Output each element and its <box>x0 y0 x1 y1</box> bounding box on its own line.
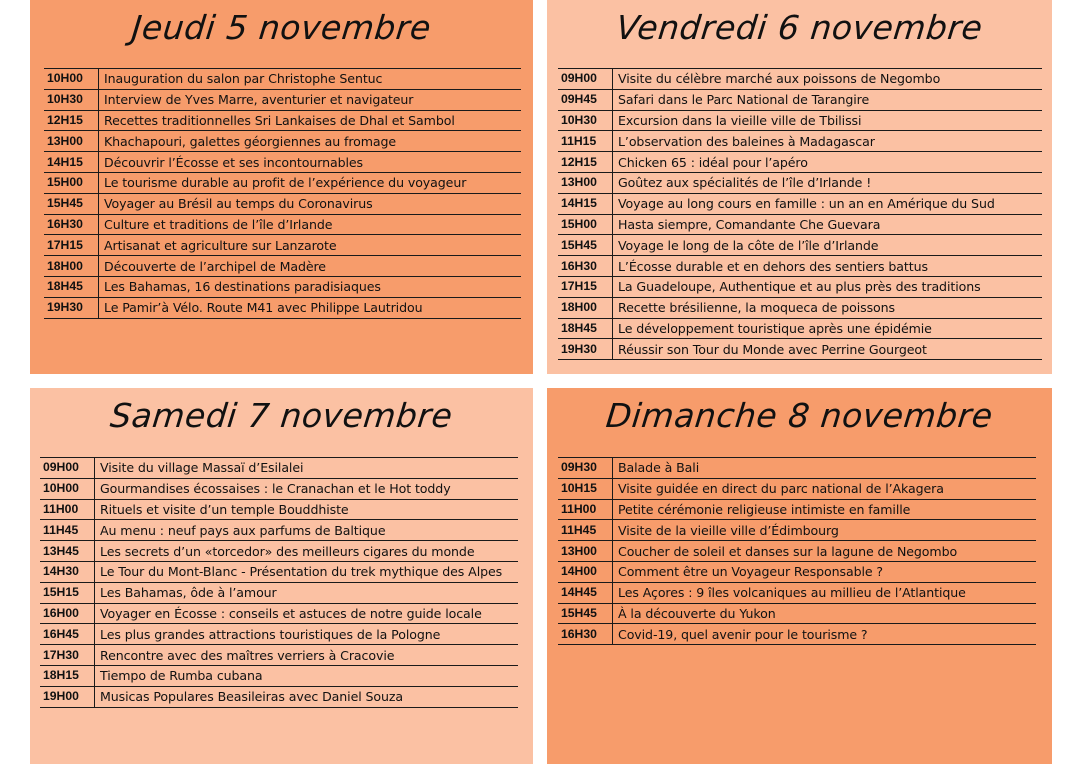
schedule-row <box>558 131 1042 152</box>
event-title: Artisanat et agriculture sur Lanzarote <box>99 235 522 256</box>
event-time: 10H00 <box>44 69 99 90</box>
schedule-row <box>40 645 518 666</box>
schedule-row <box>558 499 1036 520</box>
event-time: 14H45 <box>558 582 613 603</box>
event-time: 15H15 <box>40 582 95 603</box>
schedule-row <box>558 193 1042 214</box>
schedule-table <box>44 68 521 319</box>
schedule-row <box>558 89 1042 110</box>
event-title: Voyage au long cours en famille : un an en Amérique du Sud <box>613 193 1043 214</box>
event-title: Excursion dans la vieille ville de Tbilissi <box>613 110 1043 131</box>
event-title: Balade à Bali <box>613 458 1037 479</box>
schedule-row <box>40 478 518 499</box>
event-time: 16H30 <box>558 256 613 277</box>
event-title: Voyager en Écosse : conseils et astuces de notre guide locale <box>95 603 519 624</box>
schedule-table <box>558 68 1042 360</box>
event-title: Recettes traditionnelles Sri Lankaises de Dhal et Sambol <box>99 110 522 131</box>
event-time: 14H00 <box>558 561 613 582</box>
event-title: Visite du village Massaï d’Esilalei <box>95 458 519 479</box>
event-title: Découvrir l’Écosse et ses incontournables <box>99 152 522 173</box>
event-time: 10H30 <box>44 89 99 110</box>
schedule-table <box>40 457 518 708</box>
event-time: 16H30 <box>44 214 99 235</box>
schedule-row <box>558 256 1042 277</box>
event-time: 19H30 <box>558 339 613 360</box>
day-panel-jeudi <box>30 0 533 374</box>
schedule-row <box>558 276 1042 297</box>
schedule-row <box>44 69 521 90</box>
event-time: 10H15 <box>558 478 613 499</box>
event-title: Interview de Yves Marre, aventurier et navigateur <box>99 89 522 110</box>
schedule-row <box>40 520 518 541</box>
event-time: 13H00 <box>558 541 613 562</box>
schedule-row <box>40 458 518 479</box>
schedule-row <box>558 235 1042 256</box>
event-title: Culture et traditions de l’île d’Irlande <box>99 214 522 235</box>
schedule-row <box>40 582 518 603</box>
schedule-row <box>40 665 518 686</box>
event-title: L’observation des baleines à Madagascar <box>613 131 1043 152</box>
event-title: À la découverte du Yukon <box>613 603 1037 624</box>
schedule-row <box>40 603 518 624</box>
event-time: 15H00 <box>44 172 99 193</box>
event-title: Hasta siempre, Comandante Che Guevara <box>613 214 1043 235</box>
event-time: 09H00 <box>40 458 95 479</box>
day-title: Vendredi 6 novembre <box>614 8 985 47</box>
event-title: Recette brésilienne, la moqueca de poissons <box>613 297 1043 318</box>
event-time: 12H15 <box>44 110 99 131</box>
event-title: Visite de la vieille ville d’Édimbourg <box>613 520 1037 541</box>
schedule-row <box>558 478 1036 499</box>
event-title: Les Açores : 9 îles volcaniques au millieu de l’Atlantique <box>613 582 1037 603</box>
event-title: Khachapouri, galettes géorgiennes au fromage <box>99 131 522 152</box>
event-time: 14H30 <box>40 561 95 582</box>
event-time: 13H45 <box>40 541 95 562</box>
event-time: 17H15 <box>558 276 613 297</box>
event-title: Tiempo de Rumba cubana <box>95 665 519 686</box>
event-title: Le Tour du Mont-Blanc - Présentation du trek mythique des Alpes <box>95 561 519 582</box>
schedule-row <box>44 131 521 152</box>
event-time: 10H00 <box>40 478 95 499</box>
day-title: Samedi 7 novembre <box>108 396 455 435</box>
event-time: 18H45 <box>558 318 613 339</box>
event-time: 16H30 <box>558 624 613 645</box>
schedule-row <box>44 256 521 277</box>
event-title: Gourmandises écossaises : le Cranachan et le Hot toddy <box>95 478 519 499</box>
event-time: 17H15 <box>44 235 99 256</box>
event-title: Petite cérémonie religieuse intimiste en famille <box>613 499 1037 520</box>
event-time: 18H45 <box>44 276 99 297</box>
day-panel-vendredi <box>547 0 1052 374</box>
schedule-row <box>44 235 521 256</box>
event-time: 15H45 <box>558 603 613 624</box>
schedule-row <box>558 624 1036 645</box>
schedule-row <box>40 499 518 520</box>
event-title: Visite guidée en direct du parc national de l’Akagera <box>613 478 1037 499</box>
event-title: Visite du célèbre marché aux poissons de Negombo <box>613 69 1043 90</box>
event-title: Safari dans le Parc National de Tarangire <box>613 89 1043 110</box>
schedule-row <box>40 624 518 645</box>
schedule-row <box>558 520 1036 541</box>
event-time: 18H15 <box>40 665 95 686</box>
event-title: Le Pamir’à Vélo. Route M41 avec Philippe Lautridou <box>99 297 522 318</box>
schedule-row <box>558 339 1042 360</box>
event-title: Inauguration du salon par Christophe Sentuc <box>99 69 522 90</box>
schedule-row <box>44 172 521 193</box>
schedule-row <box>40 686 518 707</box>
schedule-row <box>558 69 1042 90</box>
event-time: 10H30 <box>558 110 613 131</box>
schedule-row <box>558 318 1042 339</box>
day-title: Dimanche 8 novembre <box>604 396 995 435</box>
event-title: Voyage le long de la côte de l’île d’Irlande <box>613 235 1043 256</box>
event-time: 18H00 <box>558 297 613 318</box>
event-time: 17H30 <box>40 645 95 666</box>
event-time: 09H30 <box>558 458 613 479</box>
event-time: 13H00 <box>44 131 99 152</box>
event-time: 19H30 <box>44 297 99 318</box>
schedule-row <box>558 110 1042 131</box>
event-title: Musicas Populares Beasileiras avec Daniel Souza <box>95 686 519 707</box>
schedule-row <box>44 110 521 131</box>
event-time: 13H00 <box>558 172 613 193</box>
event-time: 18H00 <box>44 256 99 277</box>
schedule-row <box>558 603 1036 624</box>
schedule-row <box>44 214 521 235</box>
event-time: 11H45 <box>40 520 95 541</box>
event-title: Réussir son Tour du Monde avec Perrine Gourgeot <box>613 339 1043 360</box>
event-title: Le développement touristique après une épidémie <box>613 318 1043 339</box>
event-time: 09H45 <box>558 89 613 110</box>
schedule-row <box>40 561 518 582</box>
schedule-row <box>558 541 1036 562</box>
day-panel-dimanche <box>547 388 1052 764</box>
event-title: Voyager au Brésil au temps du Coronavirus <box>99 193 522 214</box>
event-title: L’Écosse durable et en dehors des sentiers battus <box>613 256 1043 277</box>
event-time: 16H00 <box>40 603 95 624</box>
event-title: Les secrets d’un «torcedor» des meilleurs cigares du monde <box>95 541 519 562</box>
event-title: Rituels et visite d’un temple Bouddhiste <box>95 499 519 520</box>
schedule-row <box>558 172 1042 193</box>
event-title: Coucher de soleil et danses sur la lagune de Negombo <box>613 541 1037 562</box>
event-title: Chicken 65 : idéal pour l’apéro <box>613 152 1043 173</box>
schedule-row <box>44 297 521 318</box>
event-time: 11H45 <box>558 520 613 541</box>
event-time: 15H00 <box>558 214 613 235</box>
event-title: Goûtez aux spécialités de l’île d’Irlande ! <box>613 172 1043 193</box>
event-time: 19H00 <box>40 686 95 707</box>
day-title: Jeudi 5 novembre <box>129 8 434 47</box>
event-title: Covid-19, quel avenir pour le tourisme ? <box>613 624 1037 645</box>
schedule-row <box>44 276 521 297</box>
schedule-table <box>558 457 1036 645</box>
event-time: 15H45 <box>558 235 613 256</box>
event-title: La Guadeloupe, Authentique et au plus près des traditions <box>613 276 1043 297</box>
schedule-row <box>558 214 1042 235</box>
event-time: 11H00 <box>40 499 95 520</box>
event-time: 14H15 <box>558 193 613 214</box>
event-time: 15H45 <box>44 193 99 214</box>
event-time: 16H45 <box>40 624 95 645</box>
event-title: Comment être un Voyageur Responsable ? <box>613 561 1037 582</box>
schedule-row <box>40 541 518 562</box>
schedule-row <box>44 89 521 110</box>
event-title: Au menu : neuf pays aux parfums de Baltique <box>95 520 519 541</box>
event-title: Les Bahamas, ôde à l’amour <box>95 582 519 603</box>
schedule-row <box>558 297 1042 318</box>
schedule-row <box>558 152 1042 173</box>
event-time: 11H00 <box>558 499 613 520</box>
event-time: 09H00 <box>558 69 613 90</box>
event-title: Les plus grandes attractions touristiques de la Pologne <box>95 624 519 645</box>
schedule-row <box>44 193 521 214</box>
event-title: Rencontre avec des maîtres verriers à Cracovie <box>95 645 519 666</box>
event-title: Découverte de l’archipel de Madère <box>99 256 522 277</box>
schedule-row <box>44 152 521 173</box>
event-time: 12H15 <box>558 152 613 173</box>
event-title: Les Bahamas, 16 destinations paradisiaques <box>99 276 522 297</box>
day-panel-samedi <box>30 388 533 764</box>
schedule-row <box>558 561 1036 582</box>
schedule-row <box>558 582 1036 603</box>
event-title: Le tourisme durable au profit de l’expérience du voyageur <box>99 172 522 193</box>
schedule-row <box>558 458 1036 479</box>
event-time: 14H15 <box>44 152 99 173</box>
event-time: 11H15 <box>558 131 613 152</box>
